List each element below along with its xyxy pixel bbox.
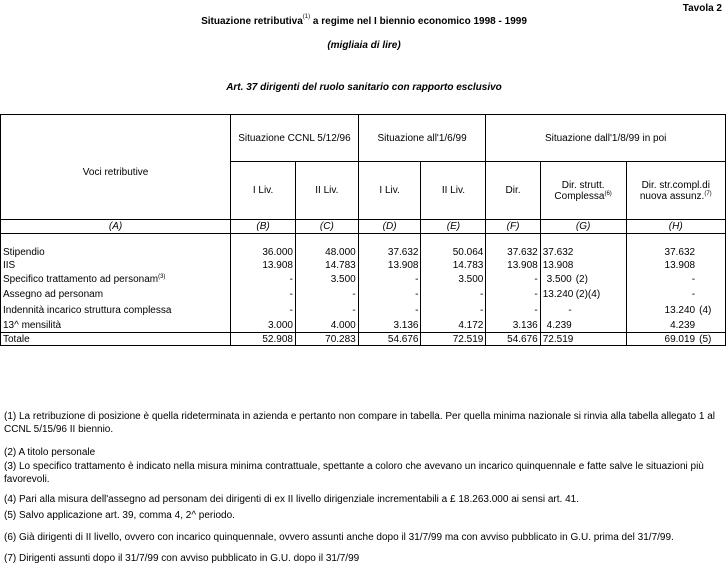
cell-g: 3.500	[546, 273, 572, 285]
cell-b: -	[231, 272, 296, 287]
cell-b: -	[231, 287, 296, 303]
col-c-header: II Liv.	[295, 162, 358, 220]
letter-f: (F)	[486, 220, 540, 234]
cell-g-note: (2)(4)	[574, 287, 626, 303]
cell-g-note	[574, 319, 626, 333]
cell-f: -	[486, 272, 540, 287]
total-h-note: (5)	[697, 333, 725, 346]
footnote-7: (7) Dirigenti assunti dopo il 31/7/99 con avviso pubblicato in G.U. dopo il 31/7/99	[4, 553, 360, 564]
row-label: IIS	[1, 259, 231, 272]
letter-a: (A)	[1, 220, 231, 234]
letter-e: (E)	[421, 220, 486, 234]
cell-d: -	[358, 303, 421, 319]
cell-e: 14.783	[421, 259, 486, 272]
table-row	[1, 319, 726, 333]
cell-b: 13.908	[231, 259, 296, 272]
cell-b: -	[231, 303, 296, 319]
letters-row	[1, 220, 726, 234]
cell-g: -	[568, 305, 572, 316]
letter-h: (H)	[626, 220, 726, 234]
col-h-header-line1: Dir. str.compl.di	[641, 179, 710, 191]
cell-e: 3.500	[421, 272, 486, 287]
total-c: 70.283	[295, 333, 358, 346]
table-row	[1, 246, 726, 259]
cell-g: 4.239	[546, 319, 572, 331]
cell-h: 4.239	[670, 319, 696, 331]
letter-c: (C)	[295, 220, 358, 234]
cell-g-note	[574, 303, 626, 319]
cell-h: 13.240	[664, 305, 696, 316]
cell-d: 37.632	[358, 246, 421, 259]
cell-b: 3.000	[231, 319, 296, 333]
col-e-header: II Liv.	[421, 162, 486, 220]
col-h-header-line2: nuova assunz.	[639, 190, 705, 202]
letter-g: (G)	[540, 220, 626, 234]
footnote-3: (3) Lo specifico trattamento è indicato nella misura minima contrattuale, spettante a coloro che avevano un incarico quinquennale e fatte salve le situazioni più favorevoli.	[4, 461, 704, 485]
row-label: 13^ mensilità	[1, 319, 231, 333]
cell-d: -	[358, 272, 421, 287]
footnote-1: (1) La retribuzione di posizione è quella rideterminata in azienda e pertanto non compare in tabella. Per quella minima nazionale si rinvia alla tabella allegato 1 al CCNL 5/15/96 II biennio.	[4, 411, 715, 435]
table-row	[1, 287, 726, 303]
table-number: Tavola 2	[682, 3, 722, 14]
total-b: 52.908	[231, 333, 296, 346]
cell-e: 50.064	[421, 246, 486, 259]
col-g-header-line1: Dir. strutt.	[561, 179, 605, 191]
total-label: Totale	[1, 333, 231, 346]
row-footnote-ref: (3)	[158, 273, 166, 280]
cell-c: 14.783	[295, 259, 358, 272]
footnote-5: (5) Salvo applicazione art. 39, comma 4, 2^ periodo.	[4, 510, 235, 521]
header-group-row	[1, 115, 726, 162]
total-g: 72.519	[540, 333, 573, 346]
cell-g: 13.908	[542, 259, 574, 271]
cell-c: 3.500	[295, 272, 358, 287]
row-label: Stipendio	[1, 246, 231, 259]
letter-b: (B)	[231, 220, 296, 234]
cell-f: -	[486, 287, 540, 303]
footnote-6: (6) Già dirigenti di II livello, ovvero con incarico quinquennale, ovvero assunti anche dopo il 31/7/99 ma con avviso pubblicato in G.U. prima del 31/7/99.	[4, 532, 674, 543]
table-row	[1, 303, 726, 319]
col-group-1-8-99: Situazione dall'1/8/99 in poi	[486, 115, 726, 162]
cell-h: 37.632	[664, 246, 696, 258]
cell-f: 37.632	[486, 246, 540, 259]
col-voci-header	[1, 115, 231, 220]
cell-f: -	[486, 303, 540, 319]
col-h-header	[626, 162, 726, 220]
cell-d: 3.136	[358, 319, 421, 333]
row-label: Indennità incarico struttura complessa	[1, 303, 231, 319]
col-b-header: I Liv.	[231, 162, 296, 220]
cell-c: -	[295, 287, 358, 303]
cell-h-note: (4)	[697, 303, 725, 319]
col-group-ccnl: Situazione CCNL 5/12/96	[231, 115, 359, 162]
cell-h-note	[697, 246, 725, 259]
cell-h-note	[697, 319, 725, 333]
cell-c: 4.000	[295, 319, 358, 333]
cell-h-note	[697, 272, 725, 287]
footnote-2: (2) A titolo personale	[4, 447, 96, 458]
col-g-header	[540, 162, 626, 220]
title-text-rest: a regime nel I biennio economico 1998 - 1999	[312, 16, 527, 27]
row-label	[1, 272, 231, 287]
col-h-footnote-ref: (7)	[704, 190, 712, 197]
cell-f: 13.908	[486, 259, 540, 272]
article-heading: Art. 37 dirigenti del ruolo sanitario con rapporto esclusivo	[226, 82, 502, 93]
total-d: 54.676	[358, 333, 421, 346]
cell-h: -	[691, 273, 696, 285]
total-g-note	[574, 333, 626, 346]
cell-c: -	[295, 303, 358, 319]
cell-g-note: (2)	[574, 272, 626, 287]
footnote-4: (4) Pari alla misura dell'assegno ad personam dei dirigenti di ex II livello dirigenziale incrementabili a £ 18.263.000 ai sensi art. 41.	[4, 494, 579, 505]
total-f: 54.676	[486, 333, 540, 346]
cell-d: -	[358, 287, 421, 303]
total-row	[1, 333, 726, 346]
cell-g-note	[574, 246, 626, 259]
table-row	[1, 259, 726, 272]
cell-f: 3.136	[486, 319, 540, 333]
cell-c: 48.000	[295, 246, 358, 259]
total-h: 69.019	[626, 333, 697, 346]
cell-e: -	[421, 287, 486, 303]
col-d-header: I Liv.	[358, 162, 421, 220]
letter-d: (D)	[358, 220, 421, 234]
row-label: Assegno ad personam	[1, 287, 231, 303]
row-label-text: Specifico trattamento ad personam	[3, 273, 159, 285]
cell-g: 37.632	[542, 246, 574, 258]
cell-b: 36.000	[231, 246, 296, 259]
cell-e: -	[421, 303, 486, 319]
cell-h: -	[691, 289, 696, 300]
cell-g: 13.240	[542, 289, 574, 300]
cell-d: 13.908	[358, 259, 421, 272]
cell-h-note	[697, 259, 725, 272]
col-g-footnote-ref: (6)	[604, 190, 612, 197]
cell-h-note	[697, 287, 725, 303]
page-title	[0, 16, 728, 27]
spacer-row	[1, 234, 726, 246]
title-text: Situazione retributiva	[201, 16, 303, 27]
col-f-header: Dir.	[486, 162, 540, 220]
table-row	[1, 272, 726, 287]
cell-g-note	[574, 259, 626, 272]
col-g-header-line2: Complessa	[554, 190, 605, 202]
title-footnote-ref: (1)	[302, 14, 311, 20]
salary-table	[0, 114, 726, 346]
col-group-1-6-99: Situazione all'1/6/99	[358, 115, 486, 162]
col-voci-label: Voci retributive	[82, 166, 149, 178]
cell-e: 4.172	[421, 319, 486, 333]
cell-h: 13.908	[664, 259, 696, 271]
total-e: 72.519	[421, 333, 486, 346]
page-subtitle: (migliaia di lire)	[327, 40, 401, 51]
